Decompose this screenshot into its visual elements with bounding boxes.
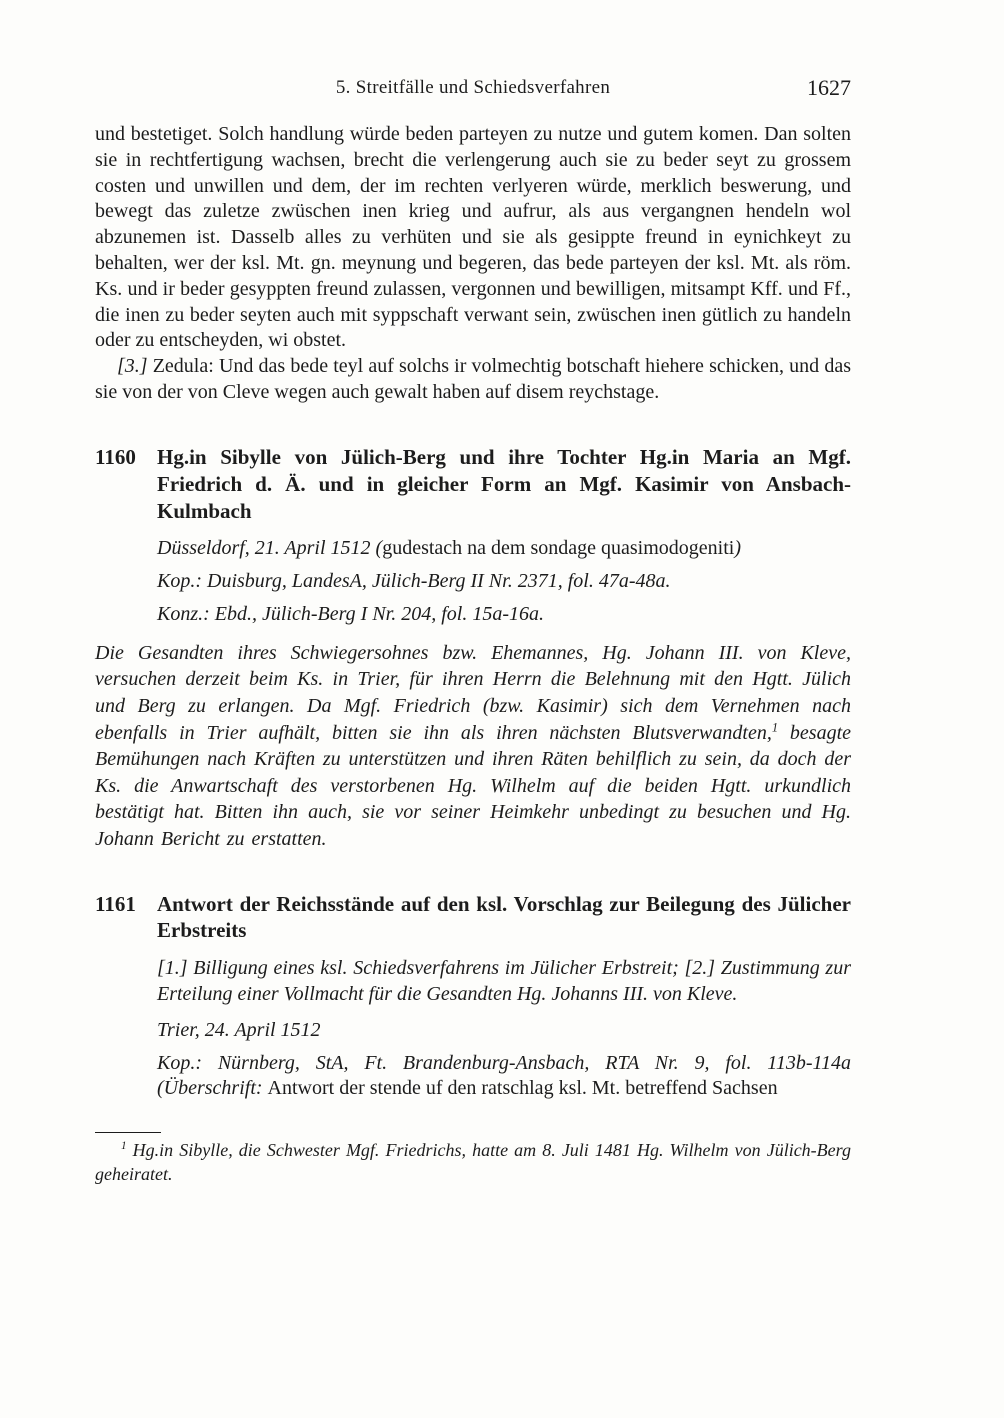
kop-original-heading: Antwort der stende uf den ratschlag ksl. Mt. betreffend Sachsen [267,1077,778,1100]
page-content [95,76,851,1186]
summary-text-before-note: Die Gesandten ihres Schwiegersohnes bzw. Ehemannes, Hg. Johann III. von Kleve, versuchen derzeit beim Ks. in Trier, für ihren Herrn die Belehnung mit den Hgtt. Jülich und Berg zu erlangen. Da Mgf. Friedrich (bzw. Kasimir) sich dem Vernehmen nach ebenfalls in Trier aufhält, bitten sie ihn als ihren nächsten Blutsverwandten, [95,641,851,744]
running-head [95,76,851,102]
body-paragraph-zedula [95,354,851,406]
entry-1161-kop-line [157,1051,851,1103]
entry-1161-section [95,891,851,1103]
entry-1160-summary [95,640,851,853]
footnote-reference: 1 [771,719,779,734]
entry-1160-heading [95,444,851,525]
entry-1161-dateline: Trier, 24. April 1512 [157,1018,321,1041]
entry-1161-number: 1161 [95,891,136,916]
entry-1160-kop-line: Kop.: Duisburg, LandesA, Jülich-Berg II Nr. 2371, fol. 47a-48a. [157,570,671,593]
entry-1161-heading [95,891,851,945]
footnote-marker: 1 [121,1140,127,1153]
footnote-area [95,1132,851,1186]
entry-1160-dateline [157,536,851,562]
entry-1160-section [95,444,851,853]
body-paragraph-continuation [95,122,851,354]
continuation-text: und bestetiget. Solch handlung würde beden parteyen zu nutze und gutem komen. Dan solten sie in rechtfertigung wachsen, brecht die verlengerung auch sie zu beder seyt zu grossem costen und unwillen und dem, der im rechten verlyeren würde, merklich beswerung, und bewegt das zuletze zwüschen inen krieg und aufrur, als aus vergangnen hendeln wol abzunemen ist. Dasselb alles zu verhüten und sie als gesippte freund in eynichkeyt zu behalten, wer der ksl. Mt. gn. meynung und begeren, das bede parteyen der ksl. Mt. als röm. Ks. und ir beder gesyppten freund zulassen, vergonnen und bewilligen, mitsampt Kff. und Ff., die inen zu beder seyten auch mit syppschaft verwant sein, zwüschen inen gütlich zu handeln oder zu entscheyden, wi obstet. [95,123,851,352]
entry-1161-title: Antwort der Reichsstände auf den ksl. Vorschlag zur Beilegung des Jülicher Erbstreits [157,891,851,943]
dateline-close-paren: ) [734,537,742,560]
dateline-place-date: Düsseldorf, 21. April 1512 ( [157,537,383,560]
dateline-feast-name: gudestach na dem sondage quasimodogeniti [382,537,735,560]
entry-1160-number: 1160 [95,444,136,469]
footnote-text: Hg.in Sibylle, die Schwester Mgf. Friedrichs, hatte am 8. Juli 1481 Hg. Wilhelm von Jülich-Berg geheiratet. [95,1140,851,1184]
kop-source-citation: Kop.: Nürnberg, StA, Ft. Brandenburg-Ansbach, RTA Nr. 9, fol. 113b-114a (Überschrift: [157,1051,851,1100]
footnote-1 [95,1139,851,1186]
footnote-divider [95,1132,161,1133]
entry-1160-konz-line: Konz.: Ebd., Jülich-Berg I Nr. 204, fol. 15a-16a. [157,602,545,625]
paragraph-marker: [3.] [117,355,148,378]
summary-text-after-note: besagte Bemühungen nach Kräften zu unterstützen und ihren Räten behilflich zu sein, da doch der Ks. die Anwartschaft des verstorbenen Hg. Wilhelm auf die beiden Hgtt. urkundlich bestätigt hat. Bitten ihn auch, sie vor seiner Heimkehr unbedingt zu besuchen und Hg. Johann Bericht zu erstatten. [95,721,851,850]
page-number: 1627 [807,75,851,100]
zedula-text: Zedula: Und das bede teyl auf solchs ir volmechtig botschaft hiehere schicken, und das sie von der von Cleve wegen auch gewalt haben auf disem reychstage. [95,355,851,403]
entry-1161-abstract: [1.] Billigung eines ksl. Schiedsverfahrens im Jülicher Erbstreit; [2.] Zustimmung zur Erteilung einer Vollmacht für die Gesandten Hg. Johanns III. von Kleve. [157,957,851,1006]
section-title: 5. Streitfälle und Schiedsverfahren [335,77,611,98]
entry-1160-title: Hg.in Sibylle von Jülich-Berg und ihre Tochter Hg.in Maria an Mgf. Friedrich d. Ä. und in gleicher Form an Mgf. Kasimir von Ansbach-Kulmbach [157,444,851,523]
